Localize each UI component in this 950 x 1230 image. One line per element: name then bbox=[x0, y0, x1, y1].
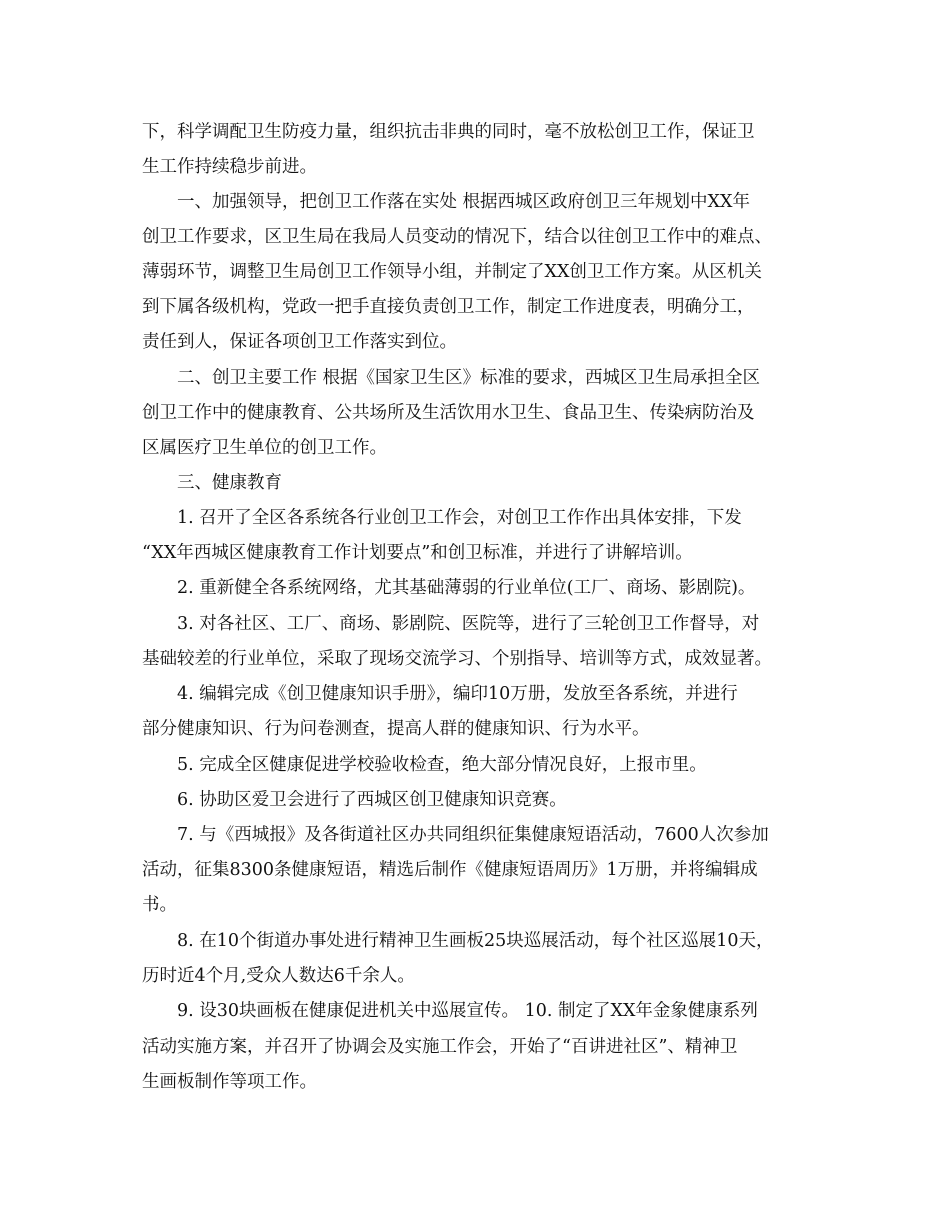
list-item-1: 1. 召开了全区各系统各行业创卫工作会，对创卫工作作出具体安排，下发 bbox=[177, 508, 742, 528]
body-text-line: 基础较差的行业单位，采取了现场交流学习、个别指导、培训等方式，成效显著。 bbox=[142, 649, 772, 669]
body-text-line: 到下属各级机构，党政一把手直接负责创卫工作，制定工作进度表，明确分工， bbox=[142, 297, 755, 317]
body-text-line: 责任到人，保证各项创卫工作落实到位。 bbox=[142, 332, 457, 352]
body-text-line: 活动实施方案，并召开了协调会及实施工作会，开始了“百讲进社区”、精神卫 bbox=[142, 1037, 738, 1057]
list-item-6: 6. 协助区爱卫会进行了西城区创卫健康知识竞赛。 bbox=[177, 790, 567, 810]
body-text-line: 生工作持续稳步前进。 bbox=[142, 157, 317, 177]
body-text-line: 区属医疗卫生单位的创卫工作。 bbox=[142, 438, 387, 458]
body-text-line: 历时近4个月,受众人数达6千余人。 bbox=[142, 966, 415, 986]
list-item-7: 7. 与《西城报》及各街道社区办共同组织征集健康短语活动，7600人次参加 bbox=[177, 825, 769, 845]
body-text-line: 创卫工作要求，区卫生局在我局人员变动的情况下，结合以往创卫工作中的难点、 bbox=[142, 227, 772, 247]
body-text-line: 薄弱环节，调整卫生局创卫工作领导小组，并制定了XX创卫工作方案。从区机关 bbox=[142, 262, 762, 282]
body-text-line: 书。 bbox=[142, 895, 177, 915]
body-text-line: 部分健康知识、行为问卷测查，提高人群的健康知识、行为水平。 bbox=[142, 719, 650, 739]
body-text-line: “XX年西城区健康教育工作计划要点”和创卫标准，并进行了讲解培训。 bbox=[142, 543, 693, 563]
section-heading-3: 三、健康教育 bbox=[177, 473, 282, 493]
list-item-9: 9. 设30块画板在健康促进机关中巡展宣传。 10. 制定了XX年金象健康系列 bbox=[177, 1001, 758, 1021]
list-item-3: 3. 对各社区、工厂、商场、影剧院、医院等，进行了三轮创卫工作督导，对 bbox=[177, 614, 760, 634]
list-item-5: 5. 完成全区健康促进学校验收检查，绝大部分情况良好，上报市里。 bbox=[177, 755, 707, 775]
body-text-line: 生画板制作等项工作。 bbox=[142, 1072, 317, 1092]
body-text-line: 下，科学调配卫生防疫力量，组织抗击非典的同时，毫不放松创卫工作，保证卫 bbox=[142, 122, 755, 142]
body-text-line: 创卫工作中的健康教育、公共场所及生活饮用水卫生、食品卫生、传染病防治及 bbox=[142, 403, 755, 423]
list-item-8: 8. 在10个街道办事处进行精神卫生画板25块巡展活动，每个社区巡展10天， bbox=[177, 931, 774, 951]
list-item-2: 2. 重新健全各系统网络，尤其基础薄弱的行业单位(工厂、商场、影剧院)。 bbox=[177, 578, 756, 598]
body-text-line: 活动，征集8300条健康短语，精选后制作《健康短语周历》1万册，并将编辑成 bbox=[142, 860, 758, 880]
list-item-4: 4. 编辑完成《创卫健康知识手册》，编印10万册，发放至各系统，并进行 bbox=[177, 684, 738, 704]
section-heading-2: 二、创卫主要工作 根据《国家卫生区》标准的要求，西城区卫生局承担全区 bbox=[177, 368, 761, 388]
section-heading-1: 一、加强领导，把创卫工作落在实处 根据西城区政府创卫三年规划中XX年 bbox=[177, 192, 750, 212]
